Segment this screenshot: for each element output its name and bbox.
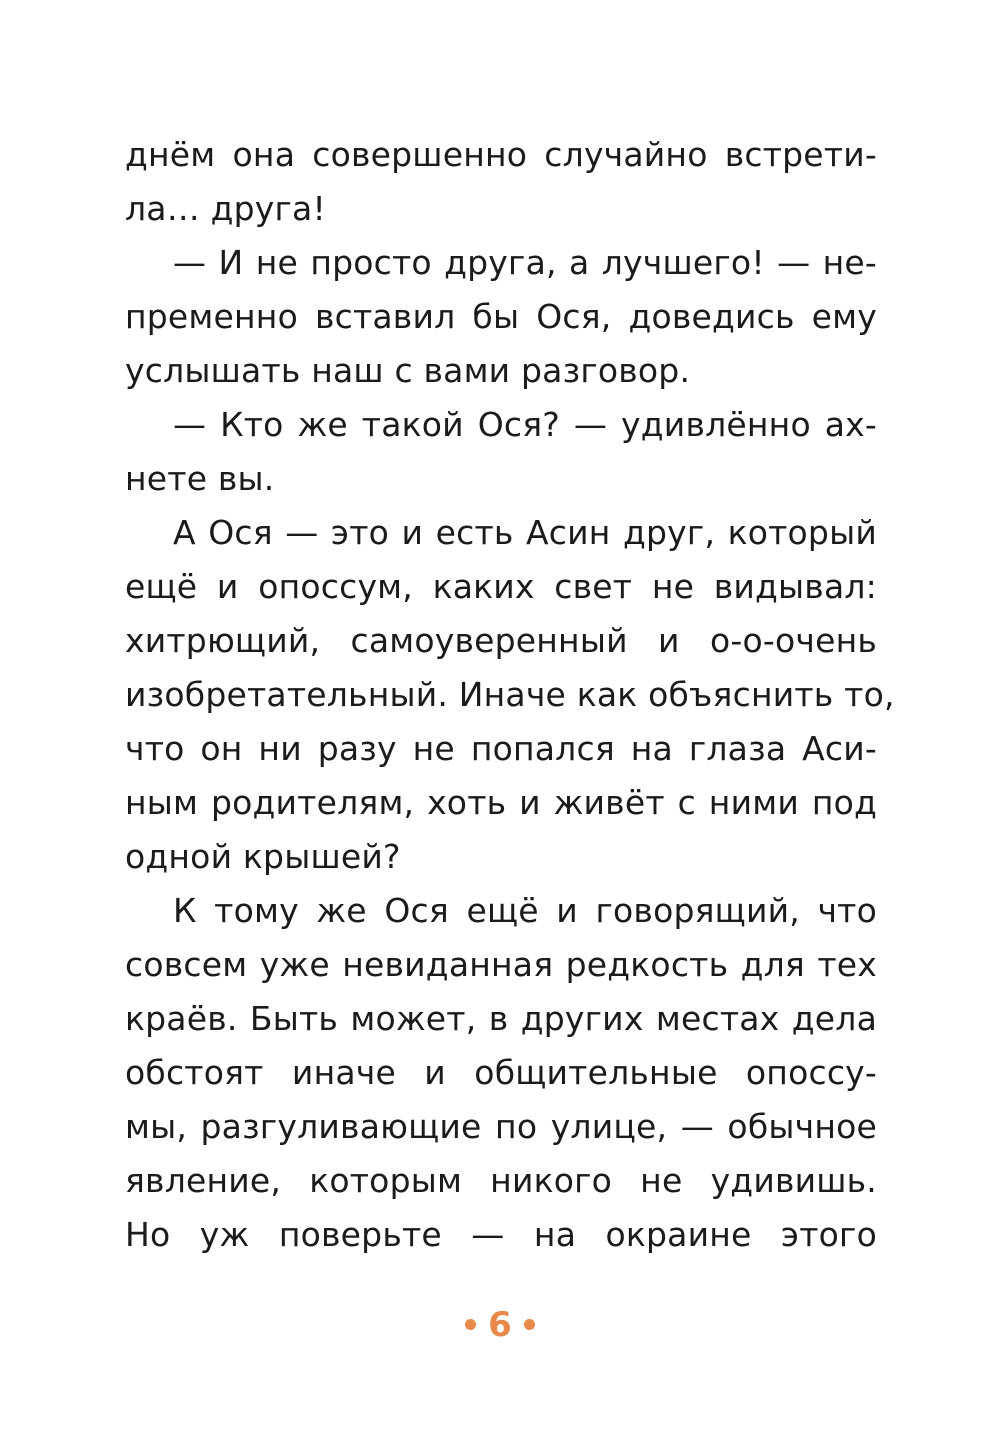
- text-line: что он ни разу не попался на глаза Аси-: [125, 729, 877, 768]
- text-line: — И не просто друга, а лучшего! — не-: [173, 243, 877, 282]
- text-line: — Кто же такой Ося? — удивлённо ах-: [173, 405, 877, 444]
- text-line: одной крышей?: [125, 837, 401, 876]
- text-line: совсем уже невиданная редкость для тех: [125, 945, 877, 984]
- text-line: изобретательный. Иначе как объяснить то,: [125, 675, 895, 714]
- text-line: К тому же Ося ещё и говорящий, что: [173, 891, 877, 930]
- text-line: нете вы.: [125, 459, 275, 498]
- text-line: пременно вставил бы Ося, доведись ему: [125, 297, 877, 336]
- page-text: [125, 128, 895, 1262]
- text-line: А Ося — это и есть Асин друг, который: [173, 513, 877, 552]
- text-line: днём она совершенно случайно встрети-: [125, 135, 877, 174]
- text-line: ещё и опоссум, каких свет не видывал:: [125, 567, 877, 606]
- text-line: услышать наш с вами разговор.: [125, 351, 691, 390]
- page-number-footer: [0, 1300, 1000, 1350]
- text-line: ным родителям, хоть и живёт с ними под: [125, 783, 877, 822]
- text-line: обстоят иначе и общительные опоссу-: [125, 1053, 877, 1092]
- page-number: 6: [488, 1305, 512, 1345]
- text-line: мы, разгуливающие по улице, — обычное: [125, 1107, 877, 1146]
- text-line: ла… друга!: [125, 189, 326, 228]
- text-line: краёв. Быть может, в других местах дела: [125, 999, 877, 1038]
- text-line: Но уж поверьте — на окраине этого: [125, 1215, 877, 1254]
- text-line: явление, которым никого не удивишь.: [125, 1161, 877, 1200]
- bullet-dot-icon: [524, 1319, 535, 1330]
- bullet-dot-icon: [465, 1319, 476, 1330]
- text-line: хитрющий, самоуверенный и о-о-очень: [125, 621, 877, 660]
